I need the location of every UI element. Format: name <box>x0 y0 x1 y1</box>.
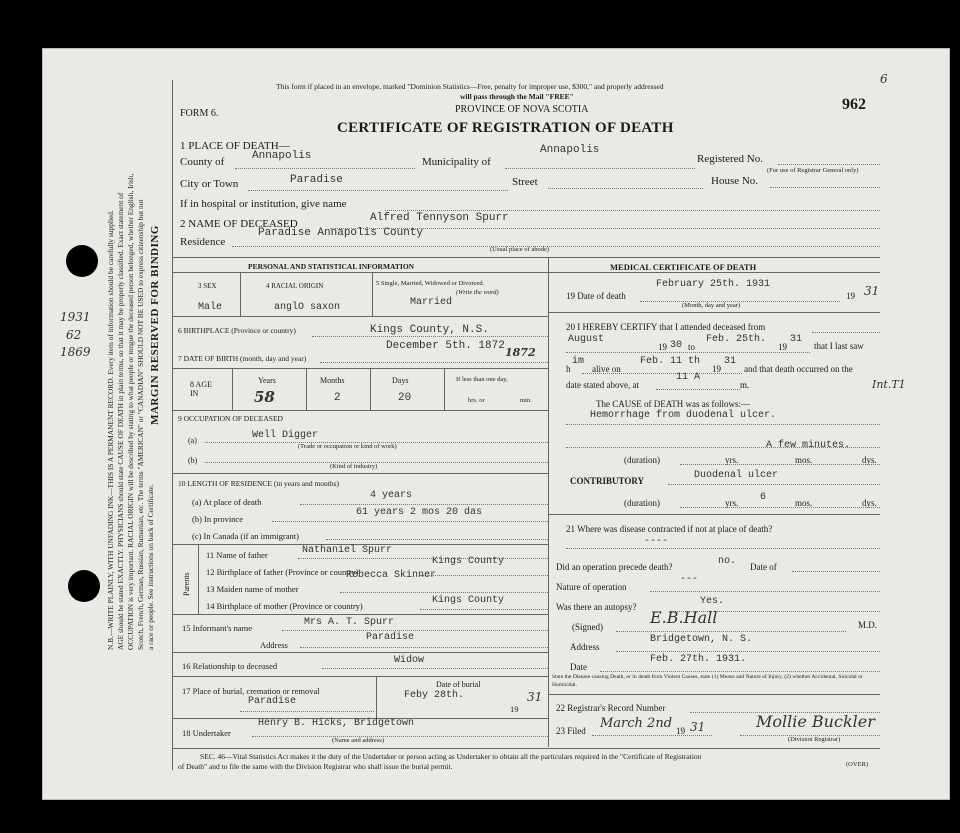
to-year-prefix: 19 <box>778 342 787 352</box>
violent-causes-note: State the Disease causing Death, or in death from Violent Causes, state (1) Means and Nature of Injury, (2) whether Accidental, Suicidal or Homicidal. <box>552 674 863 688</box>
death-year-prefix: 19 <box>846 291 855 301</box>
duration1-dys: dys. <box>862 455 877 465</box>
informant-label: 15 Informant's name <box>182 623 252 633</box>
last-saw-label: that I last saw <box>814 341 864 351</box>
father-birthplace-value: Kings County <box>432 556 505 567</box>
marital-note: (Write the word) <box>456 289 499 296</box>
duration2-yrs: yrs. <box>725 498 739 508</box>
duration1-mos: mos. <box>795 455 813 465</box>
filed-label: 23 Filed <box>556 726 586 736</box>
cause-label: The CAUSE of DEATH was as follows:— <box>596 399 750 409</box>
operation-date-label: Date of <box>750 562 777 572</box>
disease-contracted-value: ---- <box>644 536 669 547</box>
contributory-value: Duodenal ulcer <box>694 470 779 481</box>
burial-date-label: Date of burial <box>436 680 481 689</box>
to-label: to <box>688 342 696 352</box>
corner-mark: 6 <box>880 72 888 86</box>
physician-address-label: Address <box>570 642 600 652</box>
margin-line: Scotch, French, German, Russian, Rumanian, etc. The terms "AMERICAN" or "CANADIAN" SHOULD NOT BE USED to express citizenship but not <box>136 199 145 650</box>
filed-year: 31 <box>690 720 706 734</box>
marital-label: 5 Single, Married, Widowed or Divorced. <box>376 280 485 287</box>
dob-value: December 5th. 1872 <box>386 340 505 352</box>
street-label: Street <box>512 176 538 188</box>
months-label: Months <box>320 376 345 385</box>
form-number: FORM 6. <box>180 108 219 119</box>
place-of-death-heading: 1 PLACE OF DEATH— <box>180 140 290 152</box>
relationship-value: Widow <box>394 655 425 666</box>
min-label: min. <box>520 397 532 404</box>
municipality-value: Annapolis <box>540 144 600 156</box>
duration1-label: (duration) <box>624 455 660 465</box>
death-year: 31 <box>864 284 880 298</box>
less-day-label: If less than one day, <box>456 376 508 383</box>
alive-on-value: Feb. 11 th <box>640 356 701 367</box>
division-registrar-note: (Division Registrar) <box>788 736 841 743</box>
father-name-label: 11 Name of father <box>206 550 268 560</box>
undertaker-label: 18 Undertaker <box>182 728 231 738</box>
birthplace-value: Kings County, N.S. <box>370 324 489 336</box>
operation-value: no. <box>718 556 737 567</box>
alive-prefix: h <box>566 364 571 374</box>
industry-note: (Kind of industry) <box>330 463 378 470</box>
margin-handwritten-birthyear: 1869 <box>60 345 91 359</box>
parents-label: Parents <box>182 572 191 596</box>
duration1-value: A few minutes. <box>766 440 851 451</box>
city-value: Paradise <box>290 174 343 186</box>
certificate-title: CERTIFICATE OF REGISTRATION OF DEATH <box>337 120 674 136</box>
burial-year: 31 <box>527 690 543 704</box>
dob-handwritten: 1872 <box>505 346 536 359</box>
mother-birthplace-value: Kings County <box>432 595 505 606</box>
footer-over: (OVER) <box>846 761 869 768</box>
alive-pronoun: im <box>572 356 585 367</box>
deceased-name-label: 2 NAME OF DECEASED <box>180 218 298 230</box>
undertaker-note: (Name and address) <box>332 737 384 744</box>
registrar-signature: Mollie Buckler <box>756 712 875 731</box>
margin-line: a race or people. See instructions on back of Certificate. <box>146 484 155 650</box>
margin-instruction-lines <box>106 174 156 650</box>
mail-notice-2: will pass through the Mail "FREE" <box>460 92 574 101</box>
occupation-value: Well Digger <box>252 430 319 441</box>
operation-label: Did an operation precede death? <box>556 562 673 572</box>
footer-line-2: of Death" and to file the same with the Division Registrar who shall issue the burial permit. <box>178 762 453 771</box>
father-name-value: Nathaniel Spurr <box>302 545 393 556</box>
birthplace-label: 6 BIRTHPLACE (Province or country) <box>178 326 296 335</box>
burial-label: 17 Place of burial, cremation or removal <box>182 686 320 696</box>
racial-value: anglO saxon <box>274 302 341 313</box>
margin-note-right: Int.T1 <box>872 378 906 391</box>
days-value: 20 <box>398 392 412 404</box>
mother-birthplace-label: 14 Birthplace of mother (Province or country) <box>206 601 363 611</box>
certified-date-label: Date <box>570 662 587 672</box>
binding-hole-top <box>66 245 98 277</box>
province-heading: PROVINCE OF NOVA SCOTIA <box>455 104 589 115</box>
margin-title: MARGIN RESERVED FOR BINDING <box>149 225 161 425</box>
months-value: 2 <box>334 392 341 404</box>
in-province-label: (b) In province <box>192 514 243 524</box>
contributory-label: CONTRIBUTORY <box>570 476 645 486</box>
death-date-note: (Month, day and year) <box>682 302 741 309</box>
at-place-value: 4 years <box>370 490 413 501</box>
residence-label: Residence <box>180 236 226 248</box>
certify-label: 20 I HEREBY CERTIFY that I attended deceased from <box>566 322 766 332</box>
at-place-label: (a) At place of death <box>192 497 262 507</box>
years-label: Years <box>258 376 276 385</box>
residence-note: (Usual place of abode) <box>490 246 550 253</box>
footer-line-1: SEC. 46—Vital Statistics Act makes it the duty of the Undertaker or person acting as Undertaker to obtain all the particulars required in the "Certificate of Registration <box>200 752 702 761</box>
personal-heading: PERSONAL AND STATISTICAL INFORMATION <box>248 262 415 271</box>
days-label: Days <box>392 376 409 385</box>
county-label: County of <box>180 156 225 168</box>
city-label: City or Town <box>180 178 239 190</box>
occupation-a: (a) <box>188 436 197 445</box>
residence-value: Paradise Annapolis County <box>258 227 424 239</box>
registrar-record-label: 22 Registrar's Record Number <box>556 703 666 713</box>
attended-from-year: 30 <box>670 340 683 351</box>
nature-label: Nature of operation <box>556 582 627 592</box>
margin-handwritten-year: 1931 <box>60 310 91 324</box>
date-stated-label: date stated above, at <box>566 380 639 390</box>
death-date-label: 19 Date of death <box>566 291 626 301</box>
filed-year-prefix: 19 <box>676 726 685 736</box>
md-label: M.D. <box>858 620 878 630</box>
mail-notice: This form if placed in an envelope, marked "Dominion Statistics—Free, penalty for improper use, $300," and properly addressed <box>276 82 664 91</box>
mother-name-label: 13 Maiden name of mother <box>206 584 299 594</box>
time-m-label: m. <box>740 380 750 390</box>
hrs-label: hrs. or <box>468 397 485 404</box>
duration2-dys: dys. <box>862 498 877 508</box>
medical-heading: MEDICAL CERTIFICATE OF DEATH <box>610 262 757 272</box>
occupation-b: (b) <box>188 456 198 465</box>
binding-hole-bottom <box>68 570 100 602</box>
registered-label: Registered No. <box>697 153 763 165</box>
years-value: 58 <box>254 388 275 406</box>
dob-label: 7 DATE OF BIRTH (month, day and year) <box>178 354 307 363</box>
sex-value: Male <box>198 302 223 313</box>
margin-line: OCCUPATION is very important. RACIAL ORIGIN will be described by stating to what people or tongue the deceased person belonged, whether English, Irish, <box>126 173 135 650</box>
hospital-label: If in hospital or institution, give name <box>180 198 347 210</box>
column-divider <box>548 257 549 747</box>
burial-year-prefix: 19 <box>510 704 519 714</box>
physician-signature: E.B.Hall <box>650 608 718 627</box>
certified-date-value: Feb. 27th. 1931. <box>650 654 747 665</box>
age-label: 8 AGE IN <box>190 380 212 398</box>
death-time: 11 A <box>676 372 701 383</box>
autopsy-value: Yes. <box>700 596 725 607</box>
occupation-note: (Trade or occupation or kind of work) <box>298 443 397 450</box>
duration2-value: 6 <box>760 492 767 503</box>
occurred-label: and that death occurred on the <box>744 364 853 374</box>
duration2-mos: mos. <box>795 498 813 508</box>
disease-contracted-label: 21 Where was disease contracted if not at place of death? <box>566 524 773 534</box>
from-year-prefix: 19 <box>658 342 667 352</box>
in-province-value: 61 years 2 mos 20 das <box>356 507 483 518</box>
certificate-number: 962 <box>842 96 866 113</box>
duration2-label: (duration) <box>624 498 660 508</box>
burial-value: Paradise <box>248 696 297 707</box>
attended-to-year: 31 <box>790 334 803 345</box>
father-birthplace-label: 12 Birthplace of father (Province or country) <box>206 567 359 577</box>
informant-address-value: Paradise <box>366 632 415 643</box>
registrar-note: (For use of Registrar General only) <box>767 167 859 174</box>
sex-label: 3 SEX <box>198 282 217 290</box>
attended-to: Feb. 25th. <box>706 334 767 345</box>
physician-address-value: Bridgetown, N. S. <box>650 634 753 645</box>
margin-line: N.B.—WRITE PLAINLY, WITH UNFADING INK—THIS IS A PERMANENT RECORD. Every item of information should be carefully supplied. <box>106 210 115 650</box>
signed-label: (Signed) <box>572 622 603 632</box>
house-label: House No. <box>711 175 759 187</box>
margin-handwritten-age: 62 <box>66 328 82 342</box>
cause-value: Hemorrhage from duodenal ulcer. <box>590 410 777 421</box>
deceased-name-value: Alfred Tennyson Spurr <box>370 212 509 224</box>
alive-label: alive on <box>592 364 621 374</box>
attended-from: August <box>568 334 605 345</box>
county-value: Annapolis <box>252 150 312 162</box>
burial-date-value: Feby 28th. <box>404 690 465 701</box>
nature-value: --- <box>680 574 699 585</box>
form-left-rule <box>172 80 173 770</box>
filed-date: March 2nd <box>600 716 673 731</box>
municipality-label: Municipality of <box>422 156 491 168</box>
informant-value: Mrs A. T. Spurr <box>304 617 395 628</box>
death-date-value: February 25th. 1931 <box>656 279 771 290</box>
mother-name-value: Rebecca Skinner <box>346 570 437 581</box>
relationship-label: 16 Relationship to deceased <box>182 661 278 671</box>
undertaker-value: Henry B. Hicks, Bridgetown <box>258 718 415 729</box>
alive-year-prefix: 19 <box>712 364 721 374</box>
occupation-heading: 9 OCCUPATION OF DECEASED <box>178 414 283 423</box>
margin-line: AGE should be stated EXACTLY. PHYSICIANS should state CAUSE OF DEATH in plain terms, so that it may be properly classified. Exact statement of <box>116 192 125 650</box>
residence-length-heading: 10 LENGTH OF RESIDENCE (in years and months) <box>178 479 340 488</box>
marital-value: Married <box>410 297 453 308</box>
duration1-yrs: yrs. <box>725 455 739 465</box>
in-canada-label: (c) In Canada (if an immigrant) <box>192 531 299 541</box>
alive-year: 31 <box>724 356 737 367</box>
autopsy-label: Was there an autopsy? <box>556 602 637 612</box>
racial-label: 4 RACIAL ORIGIN <box>266 282 324 290</box>
informant-address-label: Address <box>260 640 288 650</box>
